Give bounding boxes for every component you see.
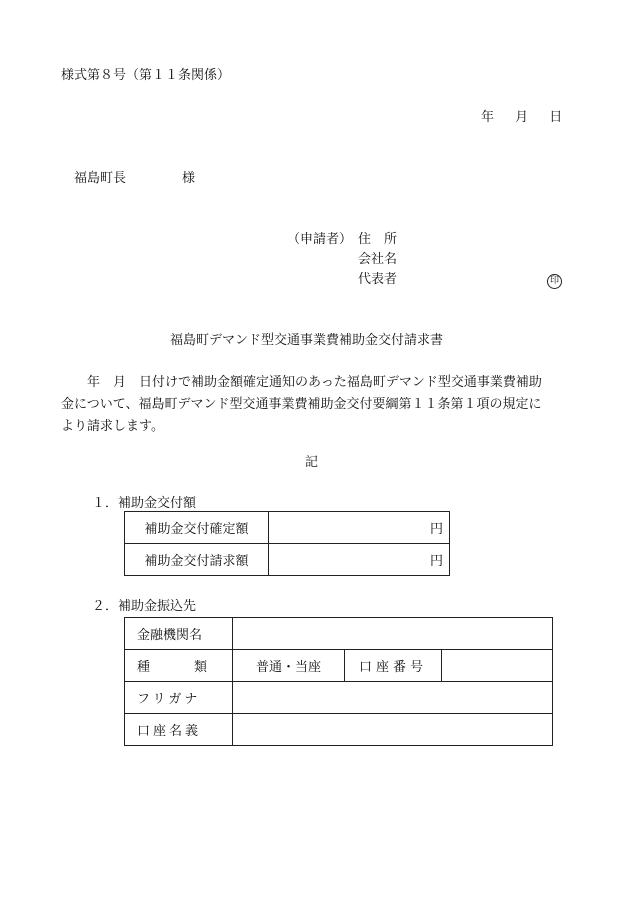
date-month: 月: [515, 110, 529, 125]
requested-amount-field[interactable]: [269, 544, 450, 576]
applicant-label: （申請者）: [287, 232, 353, 247]
table-row: [125, 544, 450, 576]
requested-amount-label: 補助金交付請求額: [125, 544, 269, 576]
body-text: [61, 372, 581, 438]
section1-heading: １．補助金交付額: [92, 496, 197, 511]
applicant-company-label: 会社名: [358, 252, 398, 267]
bank-name-field[interactable]: [233, 618, 553, 650]
table-row: [125, 682, 553, 714]
account-name-label: 口座名義: [125, 714, 233, 746]
section2-heading: ２．補助金振込先: [92, 599, 197, 614]
account-number-field[interactable]: [442, 650, 553, 682]
ki-heading: 記: [305, 455, 319, 470]
date-line: [481, 110, 562, 126]
form-number: 様式第８号（第１１条関係）: [61, 68, 231, 83]
subsidy-amount-table: [124, 511, 450, 576]
account-type-label-a: 種: [137, 660, 151, 675]
yen-unit: 円: [429, 522, 443, 537]
bank-name-label: 金融機関名: [125, 618, 233, 650]
confirmed-amount-field[interactable]: [269, 512, 450, 544]
applicant-address-label: 住 所: [358, 232, 398, 247]
account-type-label: [125, 650, 233, 682]
table-row: [125, 512, 450, 544]
seal-icon: 印: [547, 274, 562, 289]
applicant-representative-label: 代表者: [358, 272, 398, 287]
body-line-1: 年 月 日付けで補助金額確定通知のあった福島町デマンド型交通事業費補助: [61, 375, 542, 390]
addressee-honorific: 様: [182, 171, 196, 186]
date-year: 年: [481, 110, 495, 125]
table-row: [125, 650, 553, 682]
addressee-name: 福島町長: [74, 171, 127, 186]
account-type-label-b: 類: [193, 660, 207, 675]
account-number-label: 口座番号: [345, 650, 442, 682]
account-name-field[interactable]: [233, 714, 553, 746]
bank-transfer-table: [124, 617, 553, 746]
confirmed-amount-label: 補助金交付確定額: [125, 512, 269, 544]
yen-unit: 円: [429, 554, 443, 569]
date-day: 日: [549, 110, 563, 125]
body-line-3: より請求します。: [61, 419, 164, 434]
seal-mark: [547, 272, 562, 289]
account-type-value[interactable]: 普通・当座: [233, 650, 345, 682]
table-row: [125, 714, 553, 746]
furigana-field[interactable]: [233, 682, 553, 714]
table-row: [125, 618, 553, 650]
document-title: 福島町デマンド型交通事業費補助金交付請求書: [170, 333, 444, 348]
furigana-label: フリガナ: [125, 682, 233, 714]
body-line-2: 金について、福島町デマンド型交通事業費補助金交付要綱第１１条第１項の規定に: [61, 397, 542, 412]
